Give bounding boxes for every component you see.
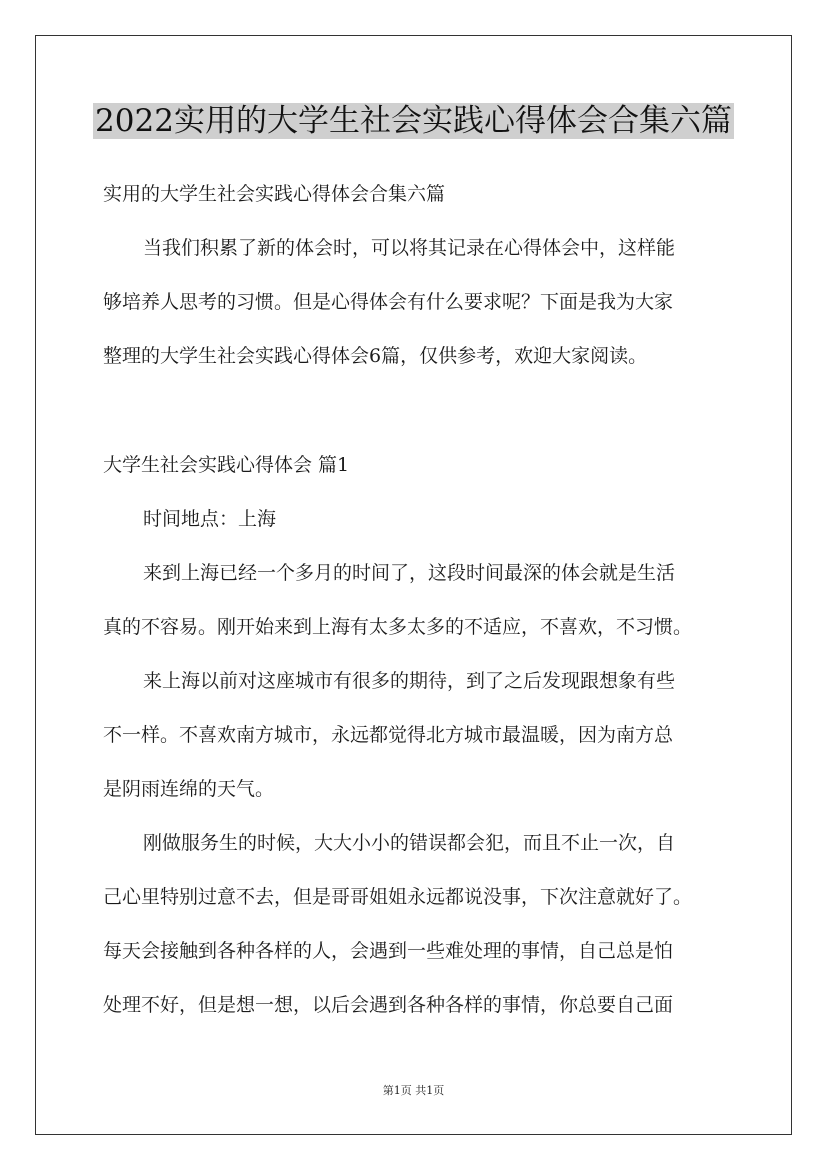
para3-line-2: 己心里特别过意不去，但是哥哥姐姐永远都说没事，下次注意就好了。 (103, 886, 693, 908)
intro-line-1: 当我们积累了新的体会时，可以将其记录在心得体会中，这样能 (143, 237, 676, 259)
para3-line-4: 处理不好，但是想一想，以后会遇到各种各样的事情，你总要自己面 (103, 994, 674, 1016)
intro-line-3: 整理的大学生社会实践心得体会6篇，仅供参考，欢迎大家阅读。 (103, 345, 648, 367)
page-footer: 第1页 共1页 (382, 1084, 445, 1097)
para3-line-1: 刚做服务生的时候，大大小小的错误都会犯，而且不止一次，自 (143, 832, 676, 854)
para3-line-3: 每天会接触到各种各样的人，会遇到一些难处理的事情，自己总是怕 (103, 940, 674, 962)
intro-line-2: 够培养人思考的习惯。但是心得体会有什么要求呢？下面是我为大家 (103, 291, 674, 313)
document-title (0, 98, 827, 144)
para1-line-2: 真的不容易。刚开始来到上海有太多太多的不适应，不喜欢，不习惯。 (103, 616, 693, 638)
para2-line-3: 是阴雨连绵的天气。 (103, 778, 275, 800)
para2-line-1: 来上海以前对这座城市有很多的期待，到了之后发现跟想象有些 (143, 670, 676, 692)
title-text: 2022实用的大学生社会实践心得体会合集六篇 (95, 103, 732, 139)
para1-line-1: 来到上海已经一个多月的时间了，这段时间最深的体会就是生活 (143, 562, 676, 584)
section-heading: 大学生社会实践心得体会 篇1 (103, 454, 350, 476)
subtitle: 实用的大学生社会实践心得体会合集六篇 (103, 183, 446, 205)
location-line: 时间地点：上海 (143, 508, 277, 530)
para2-line-2: 不一样。不喜欢南方城市，永远都觉得北方城市最温暖，因为南方总 (103, 724, 674, 746)
